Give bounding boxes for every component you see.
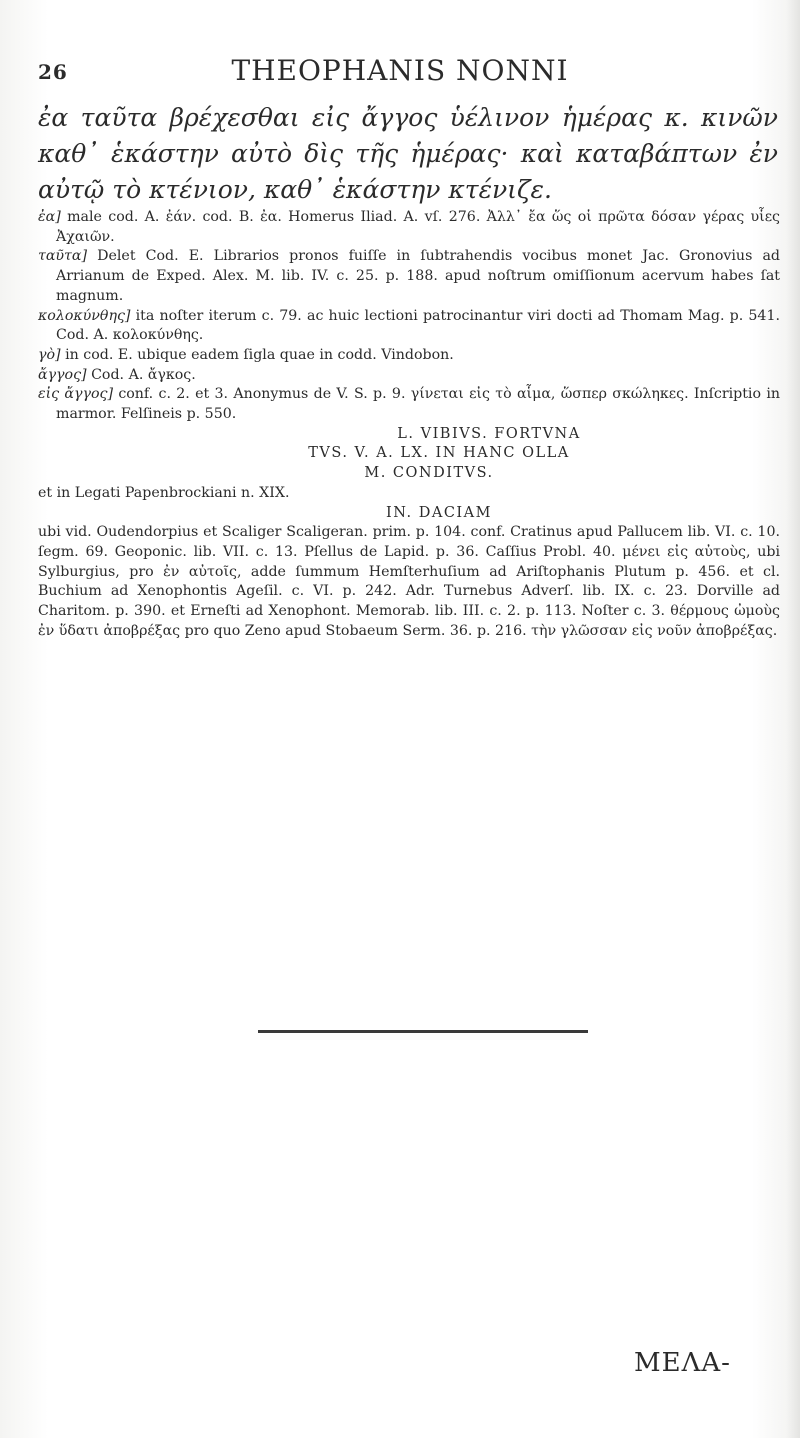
continuation-text: ubi vid. Oudendorpius et Scaliger Scaligeran. prim. p. 104. conf. Cratinus apud Pallucem lib. VI. c. 10. ſegm. 69. Geoponic. lib. VII. c. 13. Pſellus de Lapid. p. 36. Caſſius Probl. 40. μένει εἰς αὐτοὺς, ubi Sylburgius, pro ἐν αὐτοῖς, adde ſummum Hemſterhuſium ad Ariſtophanis Plutum p. 456. et cl. Buchium ad Xenophontis Ageſil. c. VI. p. 242. Adr. Turnebus Adverſ. lib. IX. c. 23. Dorville ad Charitom. p. 390. et Erneſti ad Xenophont. Memorab. lib. III. c. 2. p. 113. Noſter c. 3. θέρμους ὠμοὺς ἐν ὕδατι ἀποβρέξας pro quo Zeno apud Stobaeum Serm. 36. p. 216. τὴν γλῶσσαν εἰς νοῦν ἀποβρέξας. (38, 524, 780, 639)
note-lemma: γὸ] (38, 346, 61, 363)
note-text: Cod. A. ἄγκος. (91, 366, 196, 383)
running-title: THEOPHANIS NONNI (231, 54, 569, 87)
note-item (38, 385, 780, 424)
note-item (38, 247, 780, 306)
note-lemma: ἐα] (38, 209, 61, 225)
critical-notes (38, 208, 780, 641)
note-text: Delet Cod. E. Librarios pronos fuiſſe in ſubtrahendis vocibus monet Jac. Gronovius ad Arrianum de Exped. Alex. M. lib. IV. c. 25. p. 188. apud noſtrum omiſſionum acervum habes ſat magnum. (56, 248, 780, 304)
main-greek-text: ἐα ταῦτα βρέχεσθαι εἰς ἄγγος ὑέλινον ἡμέρας κ. κινῶν καθ᾿ ἑκάστην αὐτὸ δὶς τῆς ἡμέρας· καὶ καταβάπτων ἐν αὐτῷ τὸ κτένιον, καθ᾿ ἑκάστην κτένιζε. (38, 103, 778, 204)
inscription-line: IN. DACIAM (386, 504, 492, 521)
note-text: ita noſter iterum c. 79. ac huic lectioni patrocinantur viri docti ad Thomam Mag. p. 541. Cod. A. κολοκύνθης. (56, 307, 780, 344)
note-item (38, 346, 780, 366)
inscription-line: L. VIBIVS. FORTVNA (397, 425, 581, 442)
note-lemma: κολοκύνθης] (38, 307, 131, 324)
note-text: male cod. A. ἐάν. cod. B. ἐα. Homerus Iliad. A. vſ. 276. Ἀλλ᾿ ἔα ὥς οἱ πρῶτα δόσαν γέρας υἷες Ἀχαιῶν. (56, 209, 780, 245)
page-number: 26 (38, 60, 68, 84)
footer-rule (258, 1030, 588, 1033)
note-lemma: εἰς ἄγγος] (38, 386, 113, 403)
inscription-line: TVS. V. A. LX. IN HANC OLLA (308, 445, 570, 462)
page-edge-shadow (786, 0, 800, 1438)
note-item (38, 366, 780, 386)
note-item (38, 208, 780, 247)
note-lemma: ἄγγος] (38, 366, 87, 383)
note-lemma: ταῦτα] (38, 248, 88, 265)
note-item (38, 307, 780, 346)
note-text: conf. c. 2. et 3. Anonymus de V. S. p. 9. γίνεται εἰς τὸ αἷμα, ὥσπερ σκώληκες. Inſcriptio in marmor. Felſineis p. 550. (56, 386, 780, 423)
catchword: ΜΕΛΑ- (634, 1348, 731, 1378)
inscription-line: M. CONDITVS. (364, 465, 494, 482)
continuation-text: et in Legati Papenbrockiani n. XIX. (38, 484, 290, 501)
note-text: in cod. E. ubique eadem ſigla quae in codd. Vindobon. (65, 346, 454, 363)
